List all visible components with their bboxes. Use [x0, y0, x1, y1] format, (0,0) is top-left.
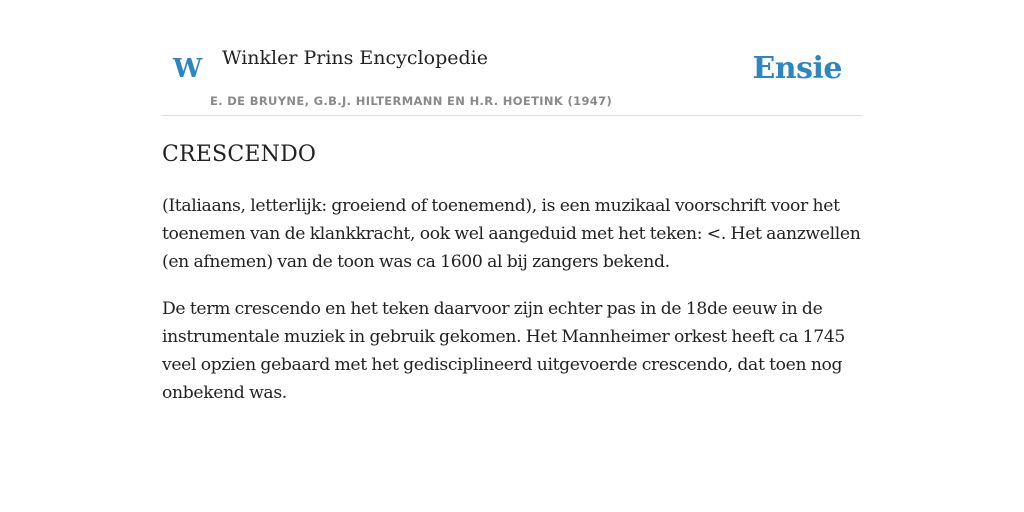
source-authors: E. DE BRUYNE, G.B.J. HILTERMANN EN H.R. HOETINK (1947) [210, 94, 613, 108]
source-title[interactable]: Winkler Prins Encyclopedie [222, 47, 488, 69]
entry-body [162, 192, 862, 426]
article-container [162, 0, 862, 403]
entry-title: CRESCENDO [162, 142, 317, 167]
source-header [162, 0, 862, 116]
source-logo[interactable]: W [173, 54, 203, 84]
entry-paragraph: De term crescendo en het teken daarvoor zijn echter pas in de 18de eeuw in de instrumentale muziek in gebruik gekomen. Het Mannheimer orkest heeft ca 1745 veel opzien gebaard met het gedisciplineerd uitgevoerde crescendo, dat toen nog onbekend was. [162, 299, 846, 403]
entry-paragraph: (Italiaans, letterlijk: groeiend of toenemend), is een muzikaal voorschrift voor het toenemen van de klankkracht, ook wel aangeduid met het teken: <. Het aanzwellen (en afnemen) van de toon was ca 1600 al bij zangers bekend. [162, 196, 861, 272]
brand-logo-link[interactable]: Ensie [752, 51, 842, 86]
